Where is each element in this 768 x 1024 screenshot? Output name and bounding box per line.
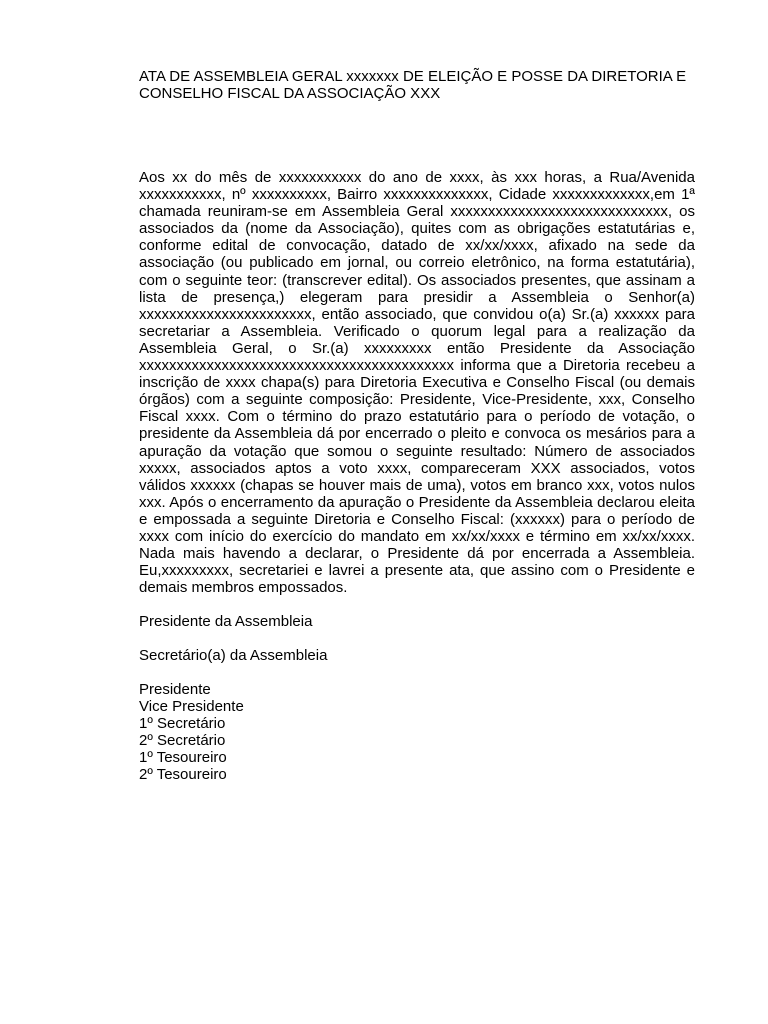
role-item: Presidente <box>139 681 211 699</box>
role-item: 1º Secretário <box>139 715 226 733</box>
role-item: 2º Secretário <box>139 732 226 750</box>
document-title: ATA DE ASSEMBLEIA GERAL xxxxxxx DE ELEIÇÃO E POSSE DA DIRETORIA E CONSELHO FISCAL DA ASSOCIAÇÃO XXX <box>139 68 687 102</box>
document-page <box>139 68 695 798</box>
signature-president-label: Presidente da Assembleia <box>139 613 313 631</box>
document-body: Aos xx do mês de xxxxxxxxxxx do ano de xxxx, às xxx horas, a Rua/Avenida xxxxxxxxxxx, nº xxxxxxxxxx, Bairro xxxxxxxxxxxxxx, Cidade xxxxxxxxxxxxx,em 1ª chamada reuniram-se em Assembleia Geral xxxxxxxxxxxxxxxxxxxxxxxxxxxxx, os associados da (nome da Associação), quites com as obrigações estatutárias e, conforme edital de convocação, datado de xx/xx/xxxx, afixado na sede da associação (ou publicado em jornal, ou correio eletrônico, na forma estatutária), com o seguinte teor: (transcrever edital). Os associados presentes, que assinam a lista de presença,) elegeram para presidir a Assembleia o Senhor(a) xxxxxxxxxxxxxxxxxxxxxxx, então associado, que convidou o(a) Sr.(a) xxxxxx para secretariar a Assembleia. Verificado o quorum legal para a realização da Assembleia Geral, o Sr.(a) xxxxxxxxx então Presidente da Associação xxxxxxxxxxxxxxxxxxxxxxxxxxxxxxxxxxxxxxxxxx informa que a Diretoria recebeu a inscrição de xxxx chapa(s) para Diretoria Executiva e Conselho Fiscal (ou demais órgãos) com a seguinte composição: Presidente, Vice-Presidente, xxx, Conselho Fiscal xxxx. Com o término do prazo estatutário para o período de votação, o presidente da Assembleia dá por encerrado o pleito e convoca os mesários para a apuração da votação que somou o seguinte resultado: Número de associados xxxxx, associados aptos a voto xxxx, compareceram XXX associados, votos válidos xxxxxx (chapas se houver mais de uma), votos em branco xxx, votos nulos xxx. Após o encerramento da apuração o Presidente da Assembleia declarou eleita e empossada a seguinte Diretoria e Conselho Fiscal: (xxxxxx) para o período de xxxx com início do exercício do mandato em xx/xx/xxxx e término em xx/xx/xxxx. Nada mais havendo a declarar, o Presidente dá por encerrada a Assembleia. Eu,xxxxxxxxx, secretariei e lavrei a presente ata, que assino com o Presidente e demais membros empossados. <box>139 169 695 597</box>
signature-secretary-label: Secretário(a) da Assembleia <box>139 647 328 665</box>
roles-list <box>139 681 695 783</box>
role-item: 1º Tesoureiro <box>139 749 227 767</box>
role-item: 2º Tesoureiro <box>139 766 227 784</box>
role-item: Vice Presidente <box>139 698 244 716</box>
